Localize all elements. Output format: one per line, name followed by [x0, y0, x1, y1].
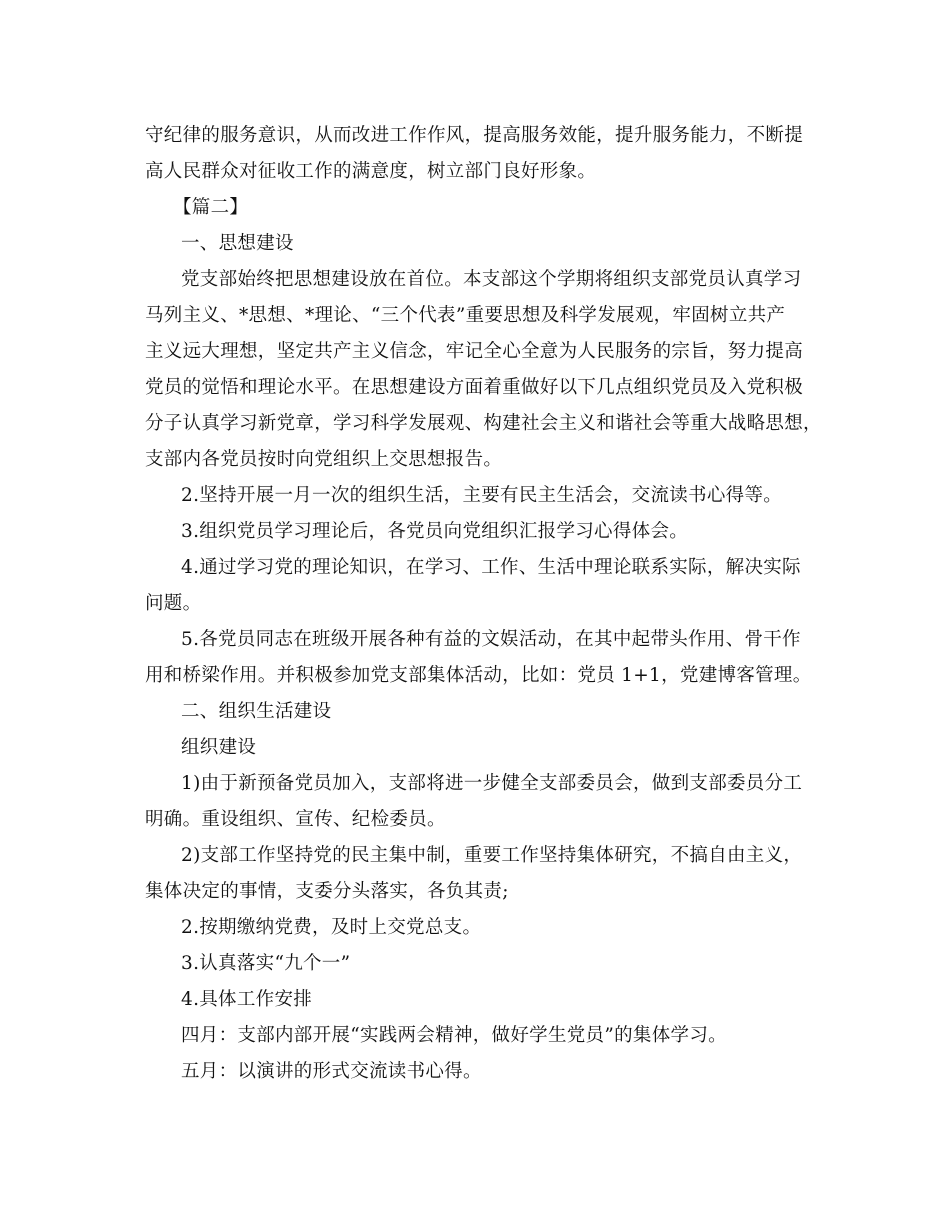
- list-item: 4.通过学习党的理论知识，在学习、工作、生活中理论联系实际，解决实际: [181, 557, 801, 578]
- list-item: 3.认真落实“九个一”: [181, 953, 351, 974]
- text-line: 分子认真学习新党章，学习科学发展观、构建社会主义和谐社会等重大战略思想，: [145, 413, 822, 434]
- text-line: 守纪律的服务意识，从而改进工作作风，提高服务效能，提升服务能力，不断提: [145, 125, 804, 146]
- text-line: 高人民群众对征收工作的满意度，树立部门良好形象。: [145, 161, 597, 182]
- list-item: 2)支部工作坚持党的民主集中制，重要工作坚持集体研究，不搞自由主义，: [181, 845, 803, 866]
- schedule-item: 五月：以演讲的形式交流读书心得。: [181, 1061, 482, 1082]
- section-heading: 【篇二】: [173, 197, 249, 218]
- text-line: 党员的觉悟和理论水平。在思想建设方面着重做好以下几点组织党员及入党积极: [145, 377, 804, 398]
- text-line: 集体决定的事情，支委分头落实，各负其责;: [145, 881, 509, 902]
- text-line: 明确。重设组织、宣传、纪检委员。: [145, 809, 446, 830]
- paragraph-first-line: 党支部始终把思想建设放在首位。本支部这个学期将组织支部党员认真学习: [181, 269, 802, 290]
- document-body: [145, 118, 822, 1090]
- subsection-heading: 组织建设: [181, 737, 257, 758]
- section-heading: 二、组织生活建设: [181, 701, 332, 722]
- text-line: 用和桥梁作用。并积极参加党支部集体活动，比如：党员 1+1，党建博客管理。: [145, 665, 812, 686]
- text-line: 支部内各党员按时向党组织上交思想报告。: [145, 449, 503, 470]
- list-item: 2.按期缴纳党费，及时上交党总支。: [181, 917, 482, 938]
- list-item: 1)由于新预备党员加入，支部将进一步健全支部委员会，做到支部委员分工: [181, 773, 803, 794]
- text-line: 主义远大理想，坚定共产主义信念，牢记全心全意为人民服务的宗旨，努力提高: [145, 341, 804, 362]
- section-heading: 一、思想建设: [181, 233, 294, 254]
- text-line: 马列主义、*思想、*理论、“三个代表”重要思想及科学发展观，牢固树立共产: [145, 305, 786, 326]
- list-item: 5.各党员同志在班级开展各种有益的文娱活动，在其中起带头作用、骨干作: [181, 629, 801, 650]
- list-item: 2.坚持开展一月一次的组织生活，主要有民主生活会，交流读书心得等。: [181, 485, 783, 506]
- list-item: 3.组织党员学习理论后，各党员向党组织汇报学习心得体会。: [181, 521, 689, 542]
- text-line: 问题。: [145, 593, 202, 614]
- list-item: 4.具体工作安排: [181, 989, 313, 1010]
- schedule-item: 四月：支部内部开展“实践两会精神，做好学生党员”的集体学习。: [181, 1025, 727, 1046]
